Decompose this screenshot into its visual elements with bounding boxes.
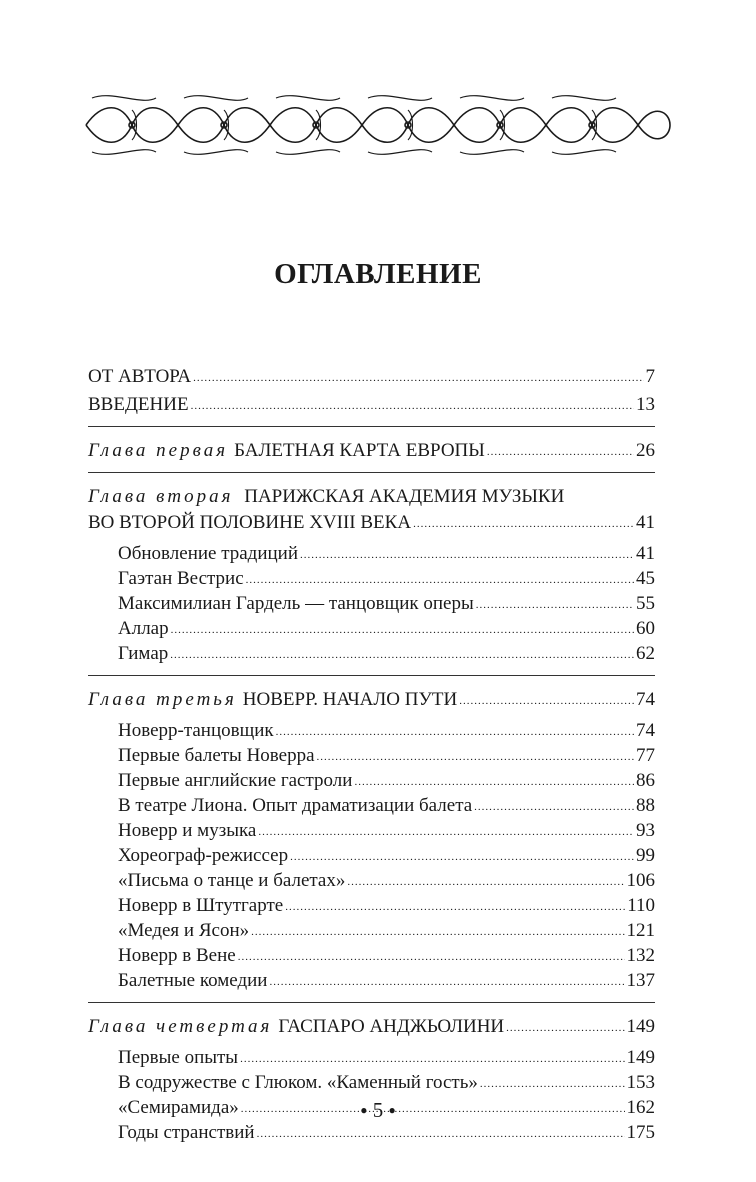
toc-subentry[interactable] — [88, 1120, 655, 1145]
entry-page: 41 — [636, 543, 655, 564]
entry-label: Максимилиан Гардель — танцовщик оперы — [118, 593, 474, 614]
entry-page: 106 — [626, 870, 655, 891]
divider — [88, 472, 655, 473]
toc-subentry[interactable] — [88, 743, 655, 768]
entry-page: 26 — [636, 440, 655, 461]
entry-label: Первые английские гастроли — [118, 770, 353, 791]
chapter-number: Глава первая — [88, 440, 229, 461]
entry-page: 137 — [626, 970, 655, 991]
toc-subentry[interactable] — [88, 943, 655, 968]
toc-subentry[interactable] — [88, 768, 655, 793]
bullet-icon: ● — [360, 1103, 368, 1117]
dot-leader — [506, 1023, 624, 1033]
entry-label: Балетные комедии — [118, 970, 268, 991]
dot-leader — [276, 727, 634, 737]
entry-page: 7 — [645, 366, 655, 387]
page-number-value: 5 — [372, 1098, 384, 1122]
entry-label: «Медея и Ясон» — [118, 920, 250, 941]
toc-subentry[interactable] — [88, 1045, 655, 1070]
page-title: ОГЛАВЛЕНИЕ — [274, 258, 482, 290]
toc-subentry[interactable] — [88, 1070, 655, 1095]
divider — [88, 675, 655, 676]
entry-page: 99 — [636, 845, 655, 866]
dot-leader — [413, 519, 634, 529]
entry-label: ВВЕДЕНИЕ — [88, 394, 189, 415]
dot-leader — [251, 927, 624, 937]
toc-entry[interactable] — [88, 392, 655, 417]
entry-page: 88 — [636, 795, 655, 816]
entry-page: 74 — [636, 689, 655, 710]
entry-page: 162 — [626, 1097, 655, 1118]
toc-subentry[interactable] — [88, 793, 655, 818]
dot-leader — [354, 777, 634, 787]
entry-page: 60 — [636, 618, 655, 639]
dot-leader — [258, 827, 634, 837]
chapter-entry-line2[interactable] — [88, 510, 655, 535]
entry-page: 121 — [626, 920, 655, 941]
entry-page: 132 — [626, 945, 655, 966]
dot-leader — [474, 802, 634, 812]
entry-page: 41 — [636, 512, 655, 533]
toc-subentry[interactable] — [88, 818, 655, 843]
entry-label: Гаэтан Вестрис — [118, 568, 244, 589]
toc-subentry[interactable] — [88, 893, 655, 918]
page-number — [0, 1098, 756, 1123]
toc-subentry[interactable] — [88, 968, 655, 993]
entry-label: Новерр и музыка — [118, 820, 257, 841]
entry-page: 45 — [636, 568, 655, 589]
toc-subentry[interactable] — [88, 541, 655, 566]
toc-subentry[interactable] — [88, 868, 655, 893]
decorative-ornament — [82, 92, 674, 158]
chapter-title: ГАСПАРО АНДЖЬОЛИНИ — [278, 1016, 505, 1037]
entry-label: Первые балеты Новерра — [118, 745, 315, 766]
entry-page: 55 — [636, 593, 655, 614]
chapter-title-continued: ВО ВТОРОЙ ПОЛОВИНЕ XVIII ВЕКА — [88, 512, 412, 533]
dot-leader — [300, 550, 634, 560]
dot-leader — [476, 600, 634, 610]
entry-label: Первые опыты — [118, 1047, 239, 1068]
dot-leader — [487, 447, 634, 457]
entry-page: 153 — [626, 1072, 655, 1093]
toc-subentry[interactable] — [88, 566, 655, 591]
toc-subentry[interactable] — [88, 843, 655, 868]
entry-page: 93 — [636, 820, 655, 841]
dot-leader — [269, 977, 624, 987]
toc-subentry[interactable] — [88, 591, 655, 616]
dot-leader — [246, 575, 634, 585]
dot-leader — [240, 1054, 624, 1064]
entry-label: Новерр в Штутгарте — [118, 895, 284, 916]
chapter-entry-line1[interactable] — [88, 484, 655, 510]
dot-leader — [480, 1079, 625, 1089]
dot-leader — [191, 401, 634, 411]
entry-label: Гимар — [118, 643, 169, 664]
dot-leader — [170, 650, 634, 660]
chapter-number: Глава третья — [88, 689, 237, 710]
dot-leader — [193, 373, 643, 383]
entry-page: 175 — [626, 1122, 655, 1143]
entry-page: 13 — [636, 394, 655, 415]
entry-label: Обновление традиций — [118, 543, 299, 564]
toc-subentry[interactable] — [88, 918, 655, 943]
entry-label: «Семирамида» — [118, 1097, 239, 1118]
toc-subentry[interactable] — [88, 641, 655, 666]
dot-leader — [257, 1129, 625, 1139]
entry-label: Новерр в Вене — [118, 945, 236, 966]
chapter-number: Глава четвертая — [88, 1016, 273, 1037]
dot-leader — [347, 877, 624, 887]
toc-entry[interactable] — [88, 364, 655, 389]
entry-label: Новерр-танцовщик — [118, 720, 274, 741]
chapter-number: Глава вторая — [88, 486, 234, 507]
chapter-title: БАЛЕТНАЯ КАРТА ЕВРОПЫ — [234, 440, 485, 461]
entry-page: 149 — [626, 1016, 655, 1037]
entry-page: 149 — [626, 1047, 655, 1068]
entry-page: 62 — [636, 643, 655, 664]
chapter-entry[interactable] — [88, 687, 655, 712]
dot-leader — [285, 902, 625, 912]
dot-leader — [171, 625, 634, 635]
divider — [88, 1002, 655, 1003]
divider — [88, 426, 655, 427]
entry-label: ОТ АВТОРА — [88, 366, 192, 387]
dot-leader — [317, 752, 634, 762]
entry-label: В театре Лиона. Опыт драматизации балета — [118, 795, 473, 816]
toc-subentry[interactable] — [88, 616, 655, 641]
entry-page: 86 — [636, 770, 655, 791]
entry-label: Хореограф-режиссер — [118, 845, 289, 866]
entry-label: Аллар — [118, 618, 169, 639]
chapter-title: НОВЕРР. НАЧАЛО ПУТИ — [242, 689, 458, 710]
dot-leader — [459, 696, 634, 706]
dot-leader — [238, 952, 625, 962]
entry-page: 74 — [636, 720, 655, 741]
table-of-contents — [88, 364, 655, 1145]
toc-subentry[interactable] — [88, 718, 655, 743]
entry-label: Годы странствий — [118, 1122, 255, 1143]
chapter-title: ПАРИЖСКАЯ АКАДЕМИЯ МУЗЫКИ — [244, 486, 565, 507]
entry-page: 110 — [627, 895, 655, 916]
dot-leader — [290, 852, 634, 862]
entry-page: 77 — [636, 745, 655, 766]
bullet-icon: ● — [388, 1103, 396, 1117]
chapter-entry[interactable] — [88, 438, 655, 463]
entry-label: «Письма о танце и балетах» — [118, 870, 346, 891]
entry-label: В содружестве с Глюком. «Каменный гость» — [118, 1072, 478, 1093]
chapter-entry[interactable] — [88, 1014, 655, 1039]
